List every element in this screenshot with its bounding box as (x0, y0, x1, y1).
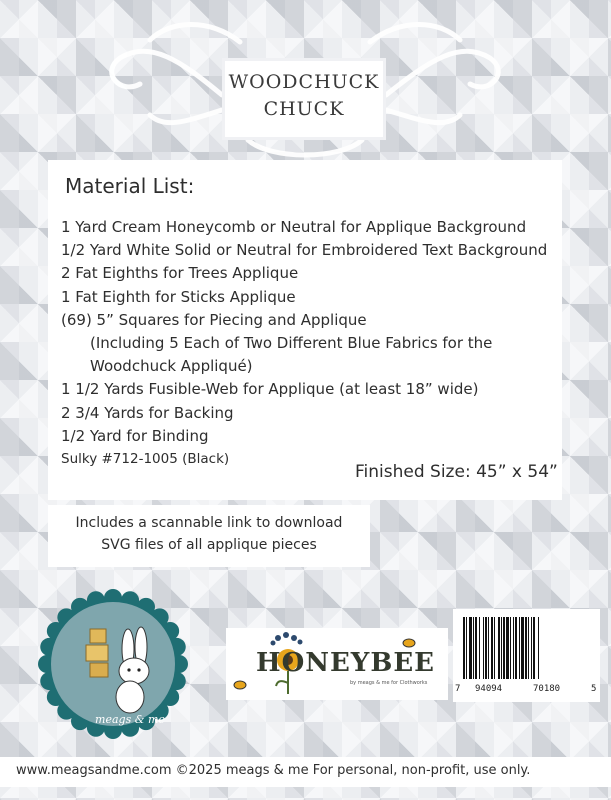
barcode-digits-right: 70180 (533, 684, 561, 694)
list-item: 1 Fat Eighth for Sticks Applique (61, 287, 296, 306)
title-line-1: WOODCHUCK (228, 71, 380, 93)
list-item: Sulky #712-1005 (Black) (61, 451, 230, 468)
list-item: (69) 5” Squares for Piecing and Applique (61, 310, 367, 329)
barcode-digits-left: 94094 (475, 684, 503, 694)
finished-size: Finished Size: 45” x 54” (355, 462, 558, 482)
list-item: 1/2 Yard White Solid or Neutral for Embroidered Text Background (61, 241, 548, 260)
material-list-panel (48, 160, 562, 500)
list-item: 1/2 Yard for Binding (61, 426, 209, 445)
list-item: 2 3/4 Yards for Backing (61, 403, 234, 422)
footer-copyright: www.meagsandme.com ©2025 meags & me For personal, non-profit, use only. (16, 763, 531, 778)
material-list (61, 216, 547, 471)
list-item: 2 Fat Eighths for Trees Applique (61, 264, 299, 283)
barcode (453, 609, 600, 702)
barcode-bars-icon (463, 617, 590, 683)
meags-and-me-logo (38, 589, 188, 739)
material-list-heading: Material List: (65, 174, 195, 198)
title-plaque (222, 58, 386, 140)
honeybee-wordmark: HONEYBEE (256, 648, 435, 678)
scan-note-line-1: Includes a scannable link to download (75, 515, 343, 531)
list-item: (Including 5 Each of Two Different Blue Fabrics for the (90, 334, 493, 353)
honeybee-tagline: by meags & me for Clothworks (350, 680, 428, 686)
list-item: 1 1/2 Yards Fusible-Web for Applique (at least 18” wide) (61, 380, 479, 399)
barcode-digit-lead: 7 (455, 684, 461, 694)
list-item: 1 Yard Cream Honeycomb or Neutral for Applique Background (61, 218, 527, 236)
title-line-2: CHUCK (263, 98, 345, 120)
list-item: Woodchuck Appliqué) (90, 357, 253, 376)
barcode-digit-check: 5 (591, 684, 597, 694)
scan-note (48, 505, 370, 567)
meags-logo-text: meags & me (95, 713, 165, 726)
honeybee-logo (226, 628, 448, 700)
scan-note-line-2: SVG files of all applique pieces (101, 537, 317, 553)
footer (0, 757, 611, 787)
